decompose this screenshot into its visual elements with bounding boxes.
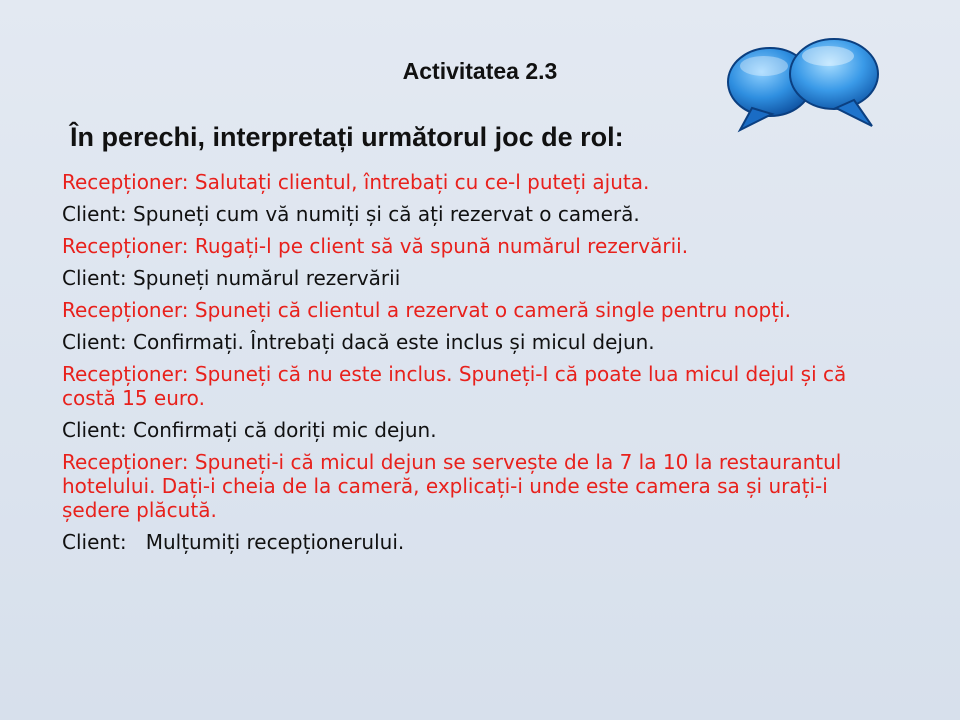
speaker-label: Client: [62, 266, 127, 290]
speech-bubbles-icon [722, 34, 892, 134]
speech-bubble-front-icon [790, 39, 878, 126]
dialogue-line [62, 450, 892, 522]
speech-text: Confirmați. Întrebați dacă este inclus și micul dejun. [126, 330, 655, 354]
speaker-label: Client: [62, 530, 127, 554]
dialogue-line [62, 202, 892, 226]
speaker-label: Recepționer: [62, 362, 189, 386]
dialogue-line [62, 418, 892, 442]
instruction-heading: În perechi, interpretați următorul joc de rol: [70, 122, 624, 152]
dialogue-line [62, 530, 892, 554]
speaker-label: Client: [62, 202, 127, 226]
speech-text: Spuneți că nu este inclus. Spuneți-I că poate lua micul dejul și că costă 15 euro. [62, 362, 847, 410]
speaker-label: Recepționer: [62, 450, 189, 474]
speaker-label: Recepționer: [62, 170, 189, 194]
speech-text: Spuneți numărul rezervării [126, 266, 401, 290]
speech-text: Spuneți că clientul a rezervat o cameră single pentru nopți. [188, 298, 792, 322]
speech-text: Salutați clientul, întrebați cu ce-l puteți ajuta. [188, 170, 650, 194]
dialogue-line [62, 362, 892, 410]
speech-text: Spuneți-i că micul dejun se servește de la 7 la 10 la restaurantul hotelului. Dați-i cheia de la cameră, explicați-i unde este camera sa și urați-i ședere plăcută. [62, 450, 842, 522]
dialogue-line [62, 234, 892, 258]
dialogue-line [62, 266, 892, 290]
speaker-label: Client: [62, 330, 127, 354]
dialogue-line [62, 330, 892, 354]
dialogue-line [62, 170, 892, 194]
speech-text: Confirmați că doriți mic dejun. [126, 418, 437, 442]
speech-text: Mulțumiți recepționerului. [126, 530, 405, 554]
speech-text: Rugați-l pe client să vă spună numărul rezervării. [188, 234, 689, 258]
speaker-label: Client: [62, 418, 127, 442]
speech-text: Spuneți cum vă numiți și că ați rezervat o cameră. [126, 202, 640, 226]
speaker-label: Recepționer: [62, 234, 189, 258]
dialogue-line [62, 298, 892, 322]
dialogue-list [62, 170, 892, 562]
speaker-label: Recepționer: [62, 298, 189, 322]
activity-title: Activitatea 2.3 [402, 58, 558, 84]
